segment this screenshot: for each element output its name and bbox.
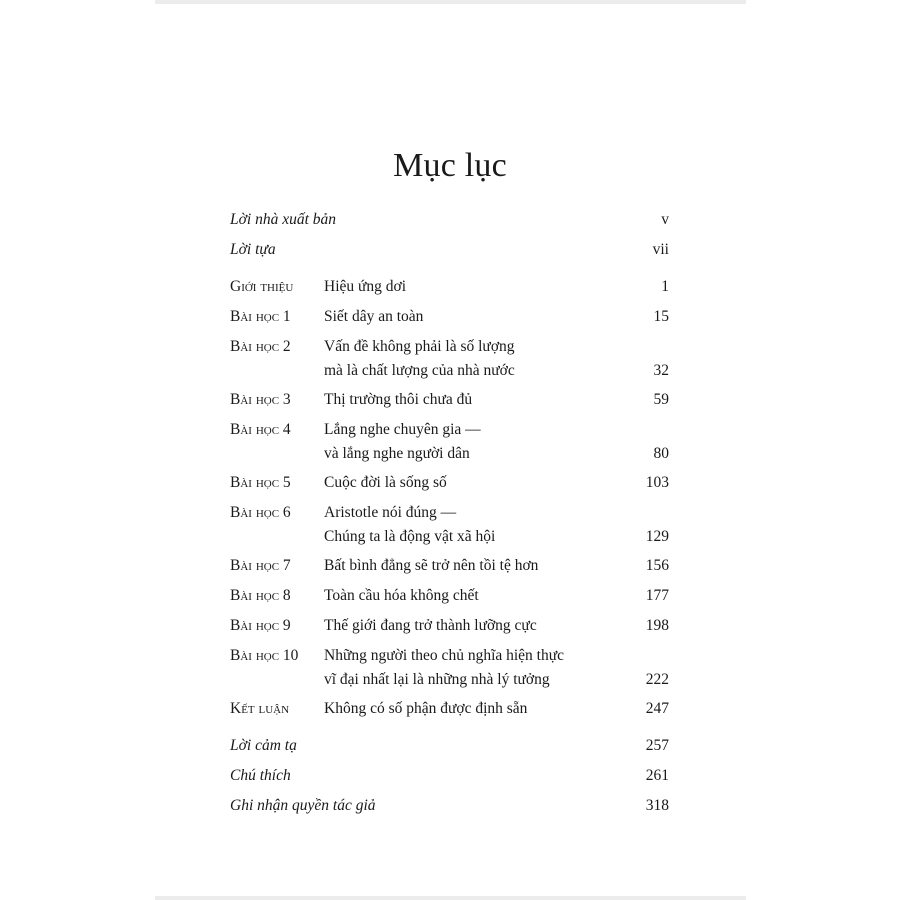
toc-entry-label: Ghi nhận quyền tác giả — [230, 797, 376, 814]
toc-chapter-title — [324, 644, 624, 692]
toc-entry-label: Lời tựa — [230, 241, 276, 258]
toc-entry-back[interactable] — [230, 734, 669, 758]
toc-entry-chapter[interactable] — [230, 501, 669, 549]
toc-page-number: 156 — [645, 557, 669, 574]
toc-chapter-title — [324, 388, 624, 412]
toc-chapter-label: Bài học 9 — [230, 617, 291, 634]
toc-entry-chapter[interactable] — [230, 697, 669, 721]
toc-title-line: mà là chất lượng của nhà nước — [324, 362, 515, 379]
toc-chapter-title — [324, 418, 624, 466]
toc-page-number: 103 — [645, 474, 669, 491]
toc-chapter-title — [324, 501, 624, 549]
toc-chapter-label: Bài học 7 — [230, 557, 291, 574]
toc-title-line: và lắng nghe người dân — [324, 445, 470, 462]
toc-page-number: 32 — [653, 362, 669, 379]
toc-title-line: Toàn cầu hóa không chết — [324, 587, 479, 604]
bottom-divider — [155, 896, 746, 900]
toc-title-line: Vấn đề không phải là số lượng — [324, 338, 515, 355]
toc-title-line: Những người theo chủ nghĩa hiện thực — [324, 647, 565, 664]
toc-entry-chapter[interactable] — [230, 644, 669, 692]
toc-entry-chapter[interactable] — [230, 471, 669, 495]
page-title: Mục lục — [393, 146, 507, 184]
toc-entry-label: Lời nhà xuất bản — [230, 211, 337, 228]
toc-entry-back[interactable] — [230, 764, 669, 788]
toc-page-number: 257 — [645, 737, 669, 754]
toc-chapter-label: Bài học 6 — [230, 504, 291, 521]
toc-chapter-label: Bài học 5 — [230, 474, 291, 491]
toc-page-number: 129 — [645, 528, 669, 545]
toc-chapter-title — [324, 275, 624, 299]
toc-title-line: Hiệu ứng dơi — [324, 278, 407, 295]
toc-chapter-title — [324, 554, 624, 578]
toc-page-number: 80 — [653, 445, 669, 462]
toc-entry-front[interactable] — [230, 208, 669, 232]
toc-page-number: 261 — [645, 767, 669, 784]
toc-page-number: 318 — [645, 797, 669, 814]
toc-title-line: vĩ đại nhất lại là những nhà lý tưởng — [324, 671, 550, 688]
toc-entry-chapter[interactable] — [230, 388, 669, 412]
toc-entry-label: Lời cảm tạ — [230, 737, 297, 754]
toc-page-number: 247 — [645, 700, 669, 717]
toc-chapter-title — [324, 697, 624, 721]
toc-entry-chapter[interactable] — [230, 275, 669, 299]
toc-chapter-label: Bài học 10 — [230, 647, 299, 664]
toc-chapter-label: Giới thiệu — [230, 278, 294, 295]
toc-page-number: 1 — [661, 278, 669, 295]
toc-entry-front[interactable] — [230, 238, 669, 262]
toc-chapter-label: Bài học 2 — [230, 338, 291, 355]
toc-page-number: vii — [652, 241, 669, 258]
toc-chapter-label: Bài học 8 — [230, 587, 291, 604]
toc-entry-chapter[interactable] — [230, 418, 669, 466]
toc-entry-chapter[interactable] — [230, 614, 669, 638]
toc-chapter-label: Bài học 3 — [230, 391, 291, 408]
toc-chapter-title — [324, 471, 624, 495]
toc-page-number: v — [661, 211, 669, 228]
toc-chapter-title — [324, 614, 624, 638]
toc-chapter-title — [324, 305, 624, 329]
toc-page-number: 15 — [653, 308, 669, 325]
toc-page-number: 222 — [645, 671, 669, 688]
toc-page-number: 198 — [645, 617, 669, 634]
toc-title-line: Thế giới đang trở thành lưỡng cực — [324, 617, 537, 634]
toc-title-line: Bất bình đẳng sẽ trở nên tồi tệ hơn — [324, 557, 539, 574]
toc-page-number: 59 — [653, 391, 669, 408]
toc-chapter-title — [324, 584, 624, 608]
toc-entry-chapter[interactable] — [230, 554, 669, 578]
toc-entry-label: Chú thích — [230, 767, 291, 784]
toc-title-line: Siết dây an toàn — [324, 308, 424, 325]
toc-entry-back[interactable] — [230, 794, 669, 818]
toc-entry-chapter[interactable] — [230, 584, 669, 608]
toc-title-line: Chúng ta là động vật xã hội — [324, 528, 496, 545]
toc-title-line: Không có số phận được định sẵn — [324, 700, 528, 717]
toc-title-line: Lắng nghe chuyên gia — — [324, 421, 481, 438]
toc-title-line: Thị trường thôi chưa đủ — [324, 391, 473, 408]
toc-entry-chapter[interactable] — [230, 335, 669, 383]
top-divider — [155, 0, 746, 4]
toc-title-line: Aristotle nói đúng — — [324, 504, 457, 521]
toc-entry-chapter[interactable] — [230, 305, 669, 329]
toc-chapter-label: Kết luận — [230, 700, 290, 717]
toc-title-line: Cuộc đời là sống số — [324, 474, 447, 491]
toc-page-number: 177 — [645, 587, 669, 604]
toc-chapter-title — [324, 335, 624, 383]
toc-chapter-label: Bài học 1 — [230, 308, 291, 325]
toc-chapter-label: Bài học 4 — [230, 421, 291, 438]
